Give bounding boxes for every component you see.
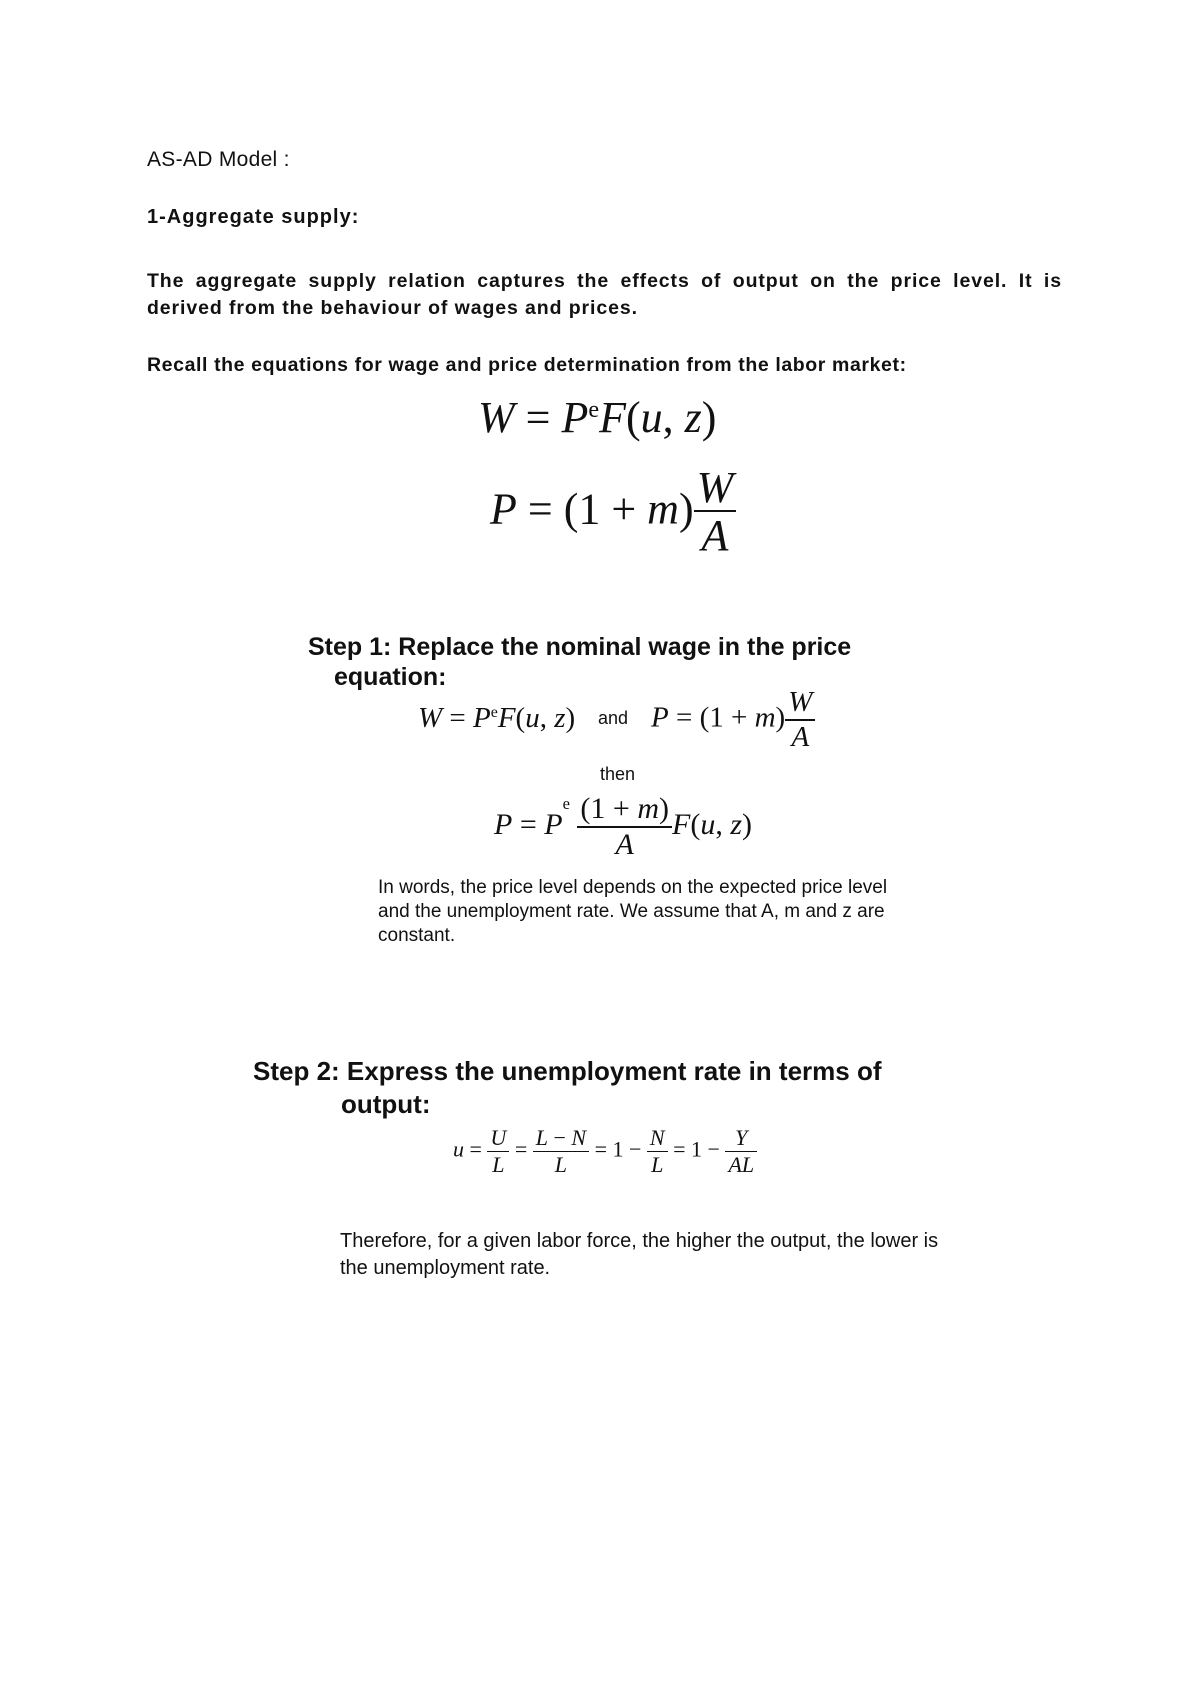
step1-result-equation: $P = P^e$ $\frac{(1 + m)}{A}$ F(u, z)	[494, 792, 753, 861]
section-heading: 1-Aggregate supply:	[147, 206, 360, 228]
wage-equation: $W = P^eF(u$, z)	[478, 393, 717, 442]
step1-price-equation: P = (1 + m) $\frac{W}{A}$	[651, 686, 815, 754]
step2-heading-line2: output:	[341, 1089, 431, 1119]
step1-heading-line1: Step 1: Replace the nominal wage in the price	[308, 633, 852, 661]
step2-conclusion: Therefore, for a given labor force, the higher the output, the lower is the unemployment rate.	[340, 1230, 939, 1279]
step1-heading-line2: equation:	[334, 663, 447, 691]
step1-heading	[308, 632, 851, 692]
recall-paragraph: Recall the equations for wage and price determination from the labor market:	[147, 354, 907, 376]
step1-explanation: In words, the price level depends on the expected price level and the unemployment rate. We assume that A, m and z are constant.	[378, 877, 888, 946]
unemployment-equation: u = $\frac{U}{L}$ = $\frac{L - N}{L}$ = 1 − $\frac{N}{L}$ = 1 − $\frac{Y}{AL}$	[453, 1125, 757, 1178]
price-equation: P = (1 + m) $\frac{W}{A}$	[490, 466, 736, 560]
step1-wage-equation: $W = P^eF(u$, z)	[418, 702, 576, 734]
document-title: AS-AD Model :	[147, 148, 290, 171]
step2-heading	[253, 1055, 882, 1121]
intro-paragraph: The aggregate supply relation captures the effects of output on the price level. It is derived from the behaviour of wages and prices.	[147, 270, 1062, 319]
then-label: then	[600, 764, 636, 784]
and-label: and	[598, 708, 629, 728]
step2-heading-line1: Step 2: Express the unemployment rate in terms of	[253, 1056, 882, 1086]
